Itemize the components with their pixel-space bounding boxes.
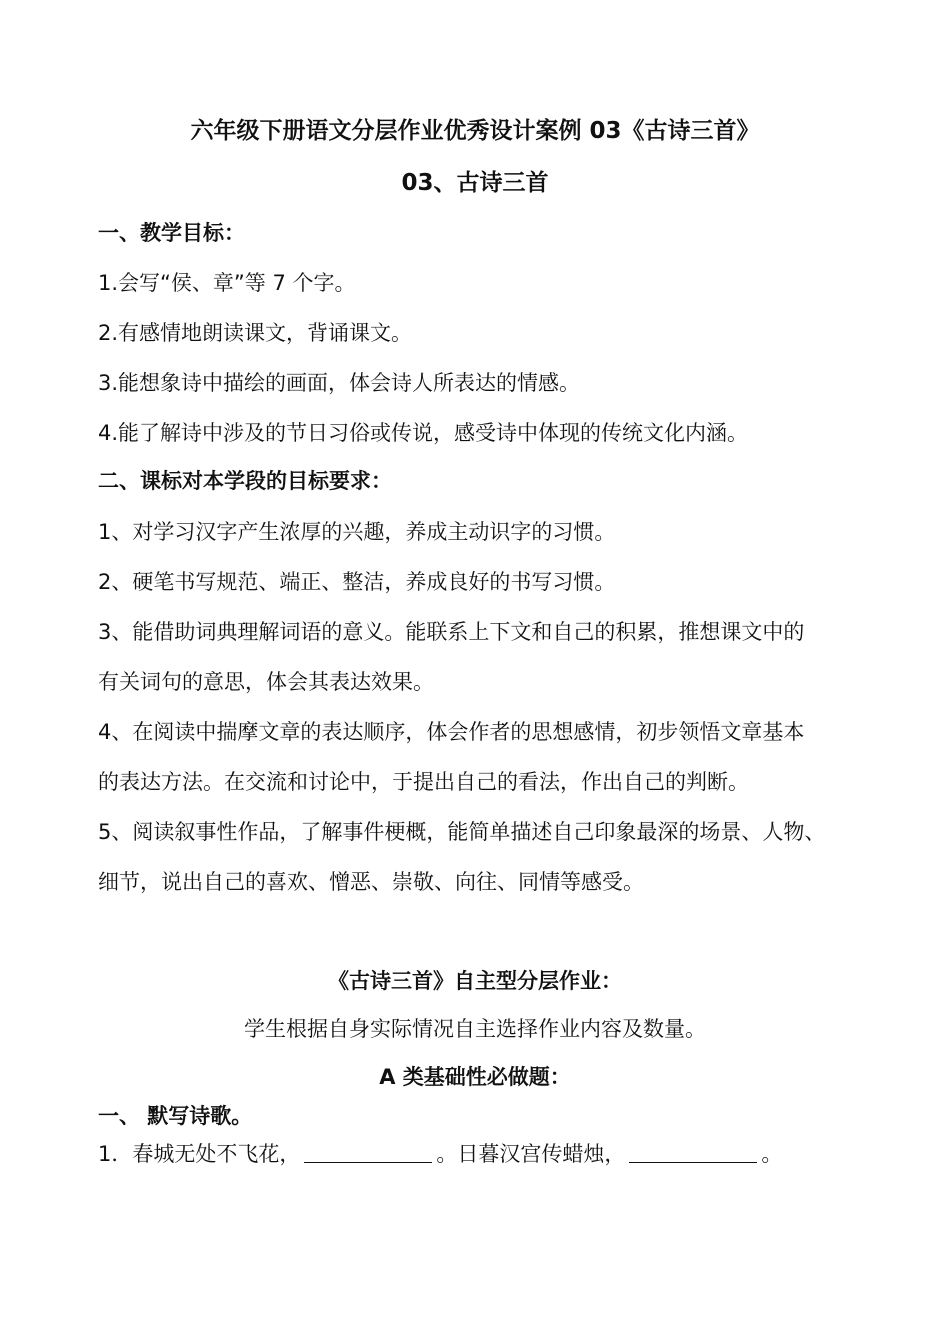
- section-heading-curriculum-goals: 二、课标对本学段的目标要求：: [98, 469, 392, 493]
- lesson-subtitle: 03、古诗三首: [401, 170, 549, 196]
- section-heading-teaching-goals: 一、教学目标：: [98, 221, 245, 245]
- teaching-goal-item: 1.会写“侯、章”等 7 个字。: [98, 271, 356, 295]
- teaching-goal-item: 3.能想象诗中描绘的画面，体会诗人所表达的情感。: [98, 371, 581, 395]
- curriculum-goal-line: 4、在阅读中揣摩文章的表达顺序，体会作者的思想感情，初步领悟文章基本: [98, 720, 805, 744]
- teaching-goal-item: 4.能了解诗中涉及的节日习俗或传说，感受诗中体现的传统文化内涵。: [98, 421, 749, 445]
- curriculum-goal-line: 3、能借助词典理解词语的意义。能联系上下文和自己的积累，推想课文中的: [98, 620, 805, 644]
- document-title: 六年级下册语文分层作业优秀设计案例 03《古诗三首》: [190, 118, 760, 144]
- homework-heading: 《古诗三首》自主型分层作业：: [328, 969, 622, 993]
- curriculum-goal-line: 细节，说出自己的喜欢、憎恶、崇敬、向往、同情等感受。: [98, 870, 644, 894]
- question-1-text-a: 1．春城无处不飞花，: [98, 1142, 301, 1166]
- answer-blank[interactable]: [304, 1142, 432, 1163]
- curriculum-goal-line: 5、阅读叙事性作品，了解事件梗概，能简单描述自己印象最深的场景、人物、: [98, 820, 826, 844]
- task-heading-dictation: 一、 默写诗歌。: [98, 1104, 253, 1128]
- answer-blank[interactable]: [629, 1142, 757, 1163]
- teaching-goal-item: 2.有感情地朗读课文，背诵课文。: [98, 321, 413, 345]
- question-1: [98, 1139, 782, 1169]
- curriculum-goal-line: 有关词句的意思，体会其表达效果。: [98, 670, 434, 694]
- curriculum-goal-line: 的表达方法。在交流和讨论中，于提出自己的看法，作出自己的判断。: [98, 770, 749, 794]
- curriculum-goal-line: 1、对学习汉字产生浓厚的兴趣，养成主动识字的习惯。: [98, 520, 616, 544]
- homework-intro: 学生根据自身实际情况自主选择作业内容及数量。: [244, 1017, 706, 1041]
- curriculum-goal-line: 2、硬笔书写规范、端正、整洁，养成良好的书写习惯。: [98, 570, 616, 594]
- category-a-heading: A 类基础性必做题：: [379, 1065, 571, 1089]
- question-1-text-c: 。: [761, 1142, 783, 1166]
- question-1-text-b: 。日暮汉宫传蜡烛，: [436, 1142, 626, 1166]
